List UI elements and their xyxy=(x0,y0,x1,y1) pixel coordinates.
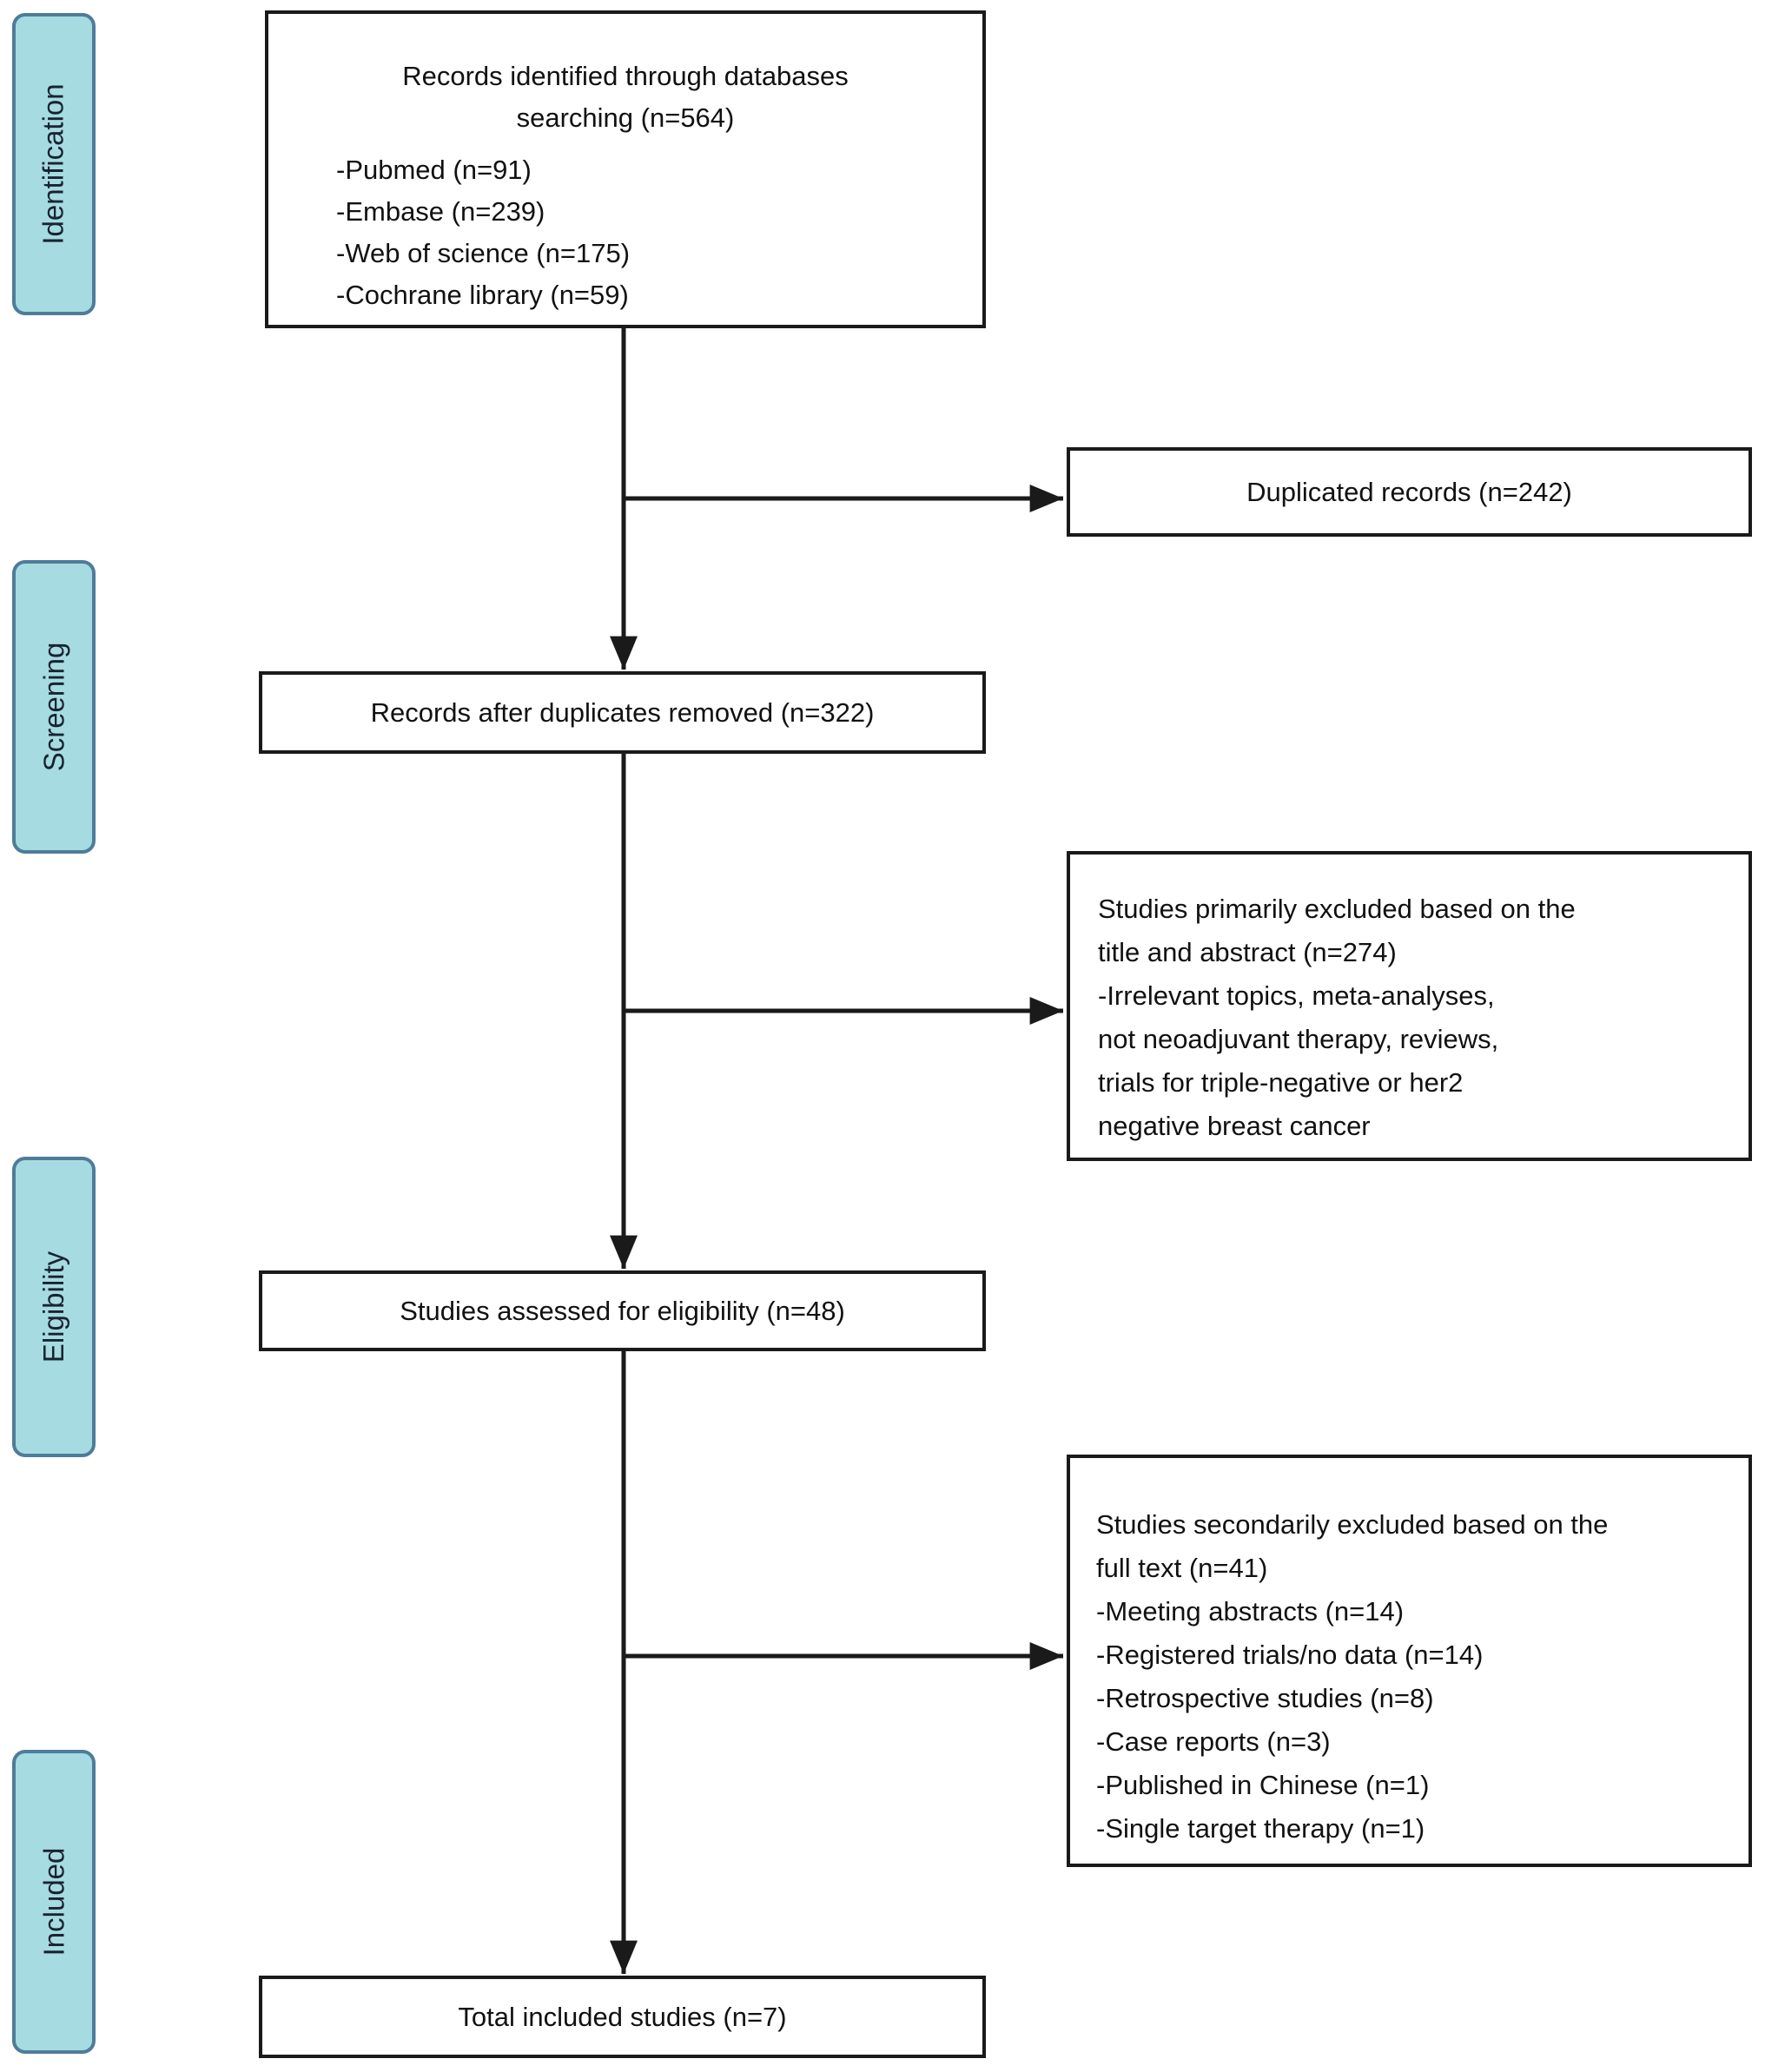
secondary-excluded-title-line2: full text (n=41) xyxy=(1096,1553,1268,1583)
records-after-duplicates-text: Records after duplicates removed (n=322) xyxy=(370,696,875,728)
box-duplicated-records xyxy=(1067,447,1752,537)
primary-excluded-reason-line4: negative breast cancer xyxy=(1098,1111,1371,1141)
stage-eligibility xyxy=(12,1157,96,1457)
total-included-text: Total included studies (n=7) xyxy=(458,2001,787,2032)
primary-excluded-reason-line2: not neoadjuvant therapy, reviews, xyxy=(1098,1024,1499,1054)
box-secondary-excluded xyxy=(1067,1455,1752,1867)
primary-excluded-reason-line3: trials for triple-negative or her2 xyxy=(1098,1067,1464,1098)
duplicated-records-text: Duplicated records (n=242) xyxy=(1246,476,1572,507)
stage-label: Screening xyxy=(37,642,70,772)
database-item-pubmed: -Pubmed (n=91) xyxy=(336,155,532,185)
secondary-excluded-item-registered-trials: -Registered trials/no data (n=14) xyxy=(1096,1640,1484,1670)
primary-excluded-title-line2: title and abstract (n=274) xyxy=(1098,937,1397,967)
secondary-excluded-item-case-reports: -Case reports (n=3) xyxy=(1096,1726,1331,1757)
stage-label: Included xyxy=(37,1847,70,1957)
records-identified-title-line2: searching (n=564) xyxy=(516,102,735,133)
stage-label: Identification xyxy=(37,83,70,245)
database-item-cochrane: -Cochrane library (n=59) xyxy=(336,280,629,310)
box-primary-excluded xyxy=(1067,851,1752,1161)
stage-screening xyxy=(12,560,96,854)
assessed-for-eligibility-text: Studies assessed for eligibility (n=48) xyxy=(400,1295,845,1326)
box-records-after-duplicates xyxy=(259,671,986,754)
primary-excluded-title-line1: Studies primarily excluded based on the xyxy=(1098,894,1576,924)
box-total-included xyxy=(259,1976,986,2058)
secondary-excluded-item-single-target: -Single target therapy (n=1) xyxy=(1096,1813,1425,1844)
secondary-excluded-item-meeting-abstracts: -Meeting abstracts (n=14) xyxy=(1096,1596,1405,1627)
stage-identification xyxy=(12,13,96,315)
box-records-identified xyxy=(265,10,986,328)
stage-included xyxy=(12,1750,96,2054)
secondary-excluded-item-retrospective: -Retrospective studies (n=8) xyxy=(1096,1683,1434,1713)
database-item-embase: -Embase (n=239) xyxy=(336,196,545,227)
secondary-excluded-title-line1: Studies secondarily excluded based on the xyxy=(1096,1509,1609,1540)
database-item-web-of-science: -Web of science (n=175) xyxy=(336,238,631,268)
primary-excluded-reason-line1: -Irrelevant topics, meta-analyses, xyxy=(1098,980,1495,1011)
stage-label: Eligibility xyxy=(37,1250,69,1363)
records-identified-title-line1: Records identified through databases xyxy=(402,61,849,91)
secondary-excluded-item-chinese: -Published in Chinese (n=1) xyxy=(1096,1770,1430,1800)
box-assessed-for-eligibility xyxy=(259,1270,986,1351)
